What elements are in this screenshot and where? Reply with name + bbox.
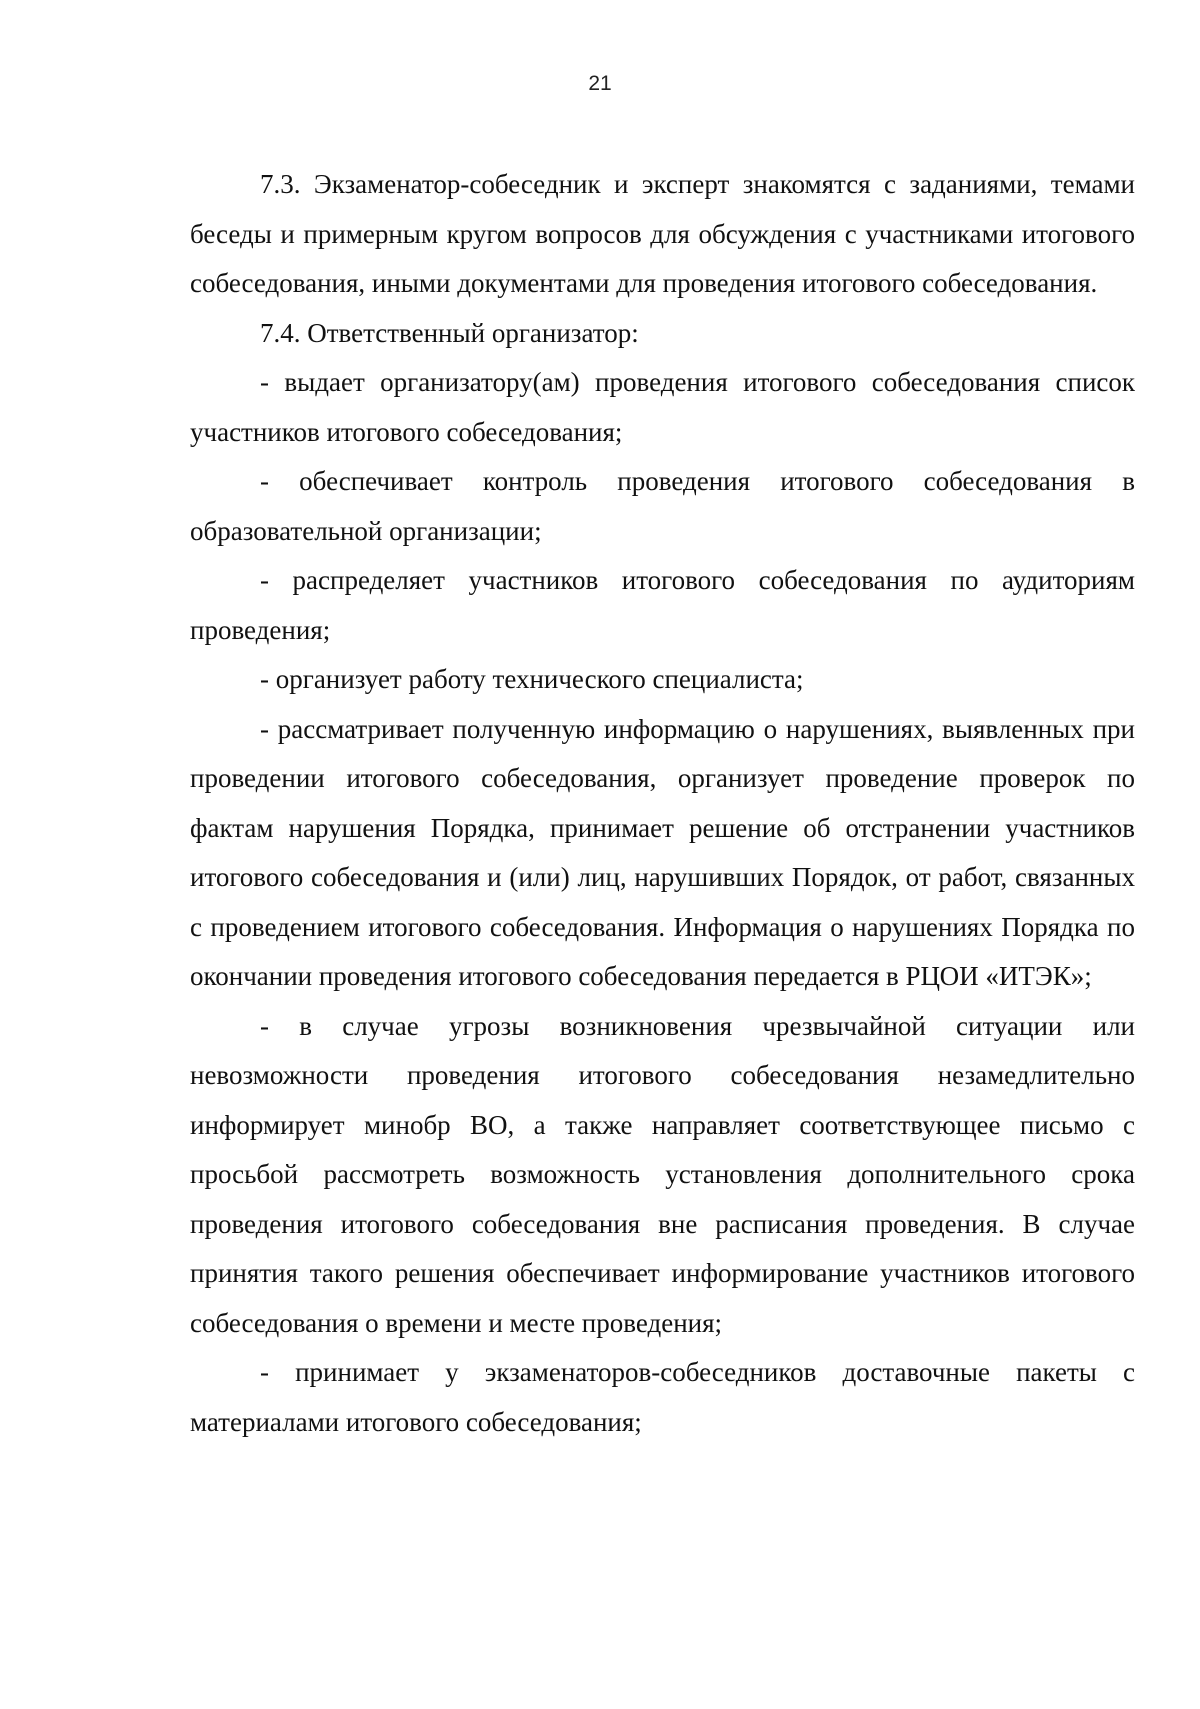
page-number: 21 xyxy=(588,72,612,95)
list-item-receive-packages: - принимает у экзаменаторов-собеседников доставочные пакеты с материалами итогового собеседования; xyxy=(190,1357,1135,1437)
list-item-distribute-participants: - распределяет участников итогового собеседования по аудиториям проведения; xyxy=(190,565,1135,645)
list-item-ensure-control: - обеспечивает контроль проведения итогового собеседования в образовательной организации; xyxy=(190,466,1135,546)
paragraph-7-3: 7.3. Экзаменатор-собеседник и эксперт знакомятся с заданиями, темами беседы и примерным кругом вопросов для обсуждения с участниками итогового собеседования, иными документами для проведения итогового собеседования. xyxy=(190,169,1135,298)
list-item-issue-lists: - выдает организатору(ам) проведения итогового собеседования список участников итогового собеседования; xyxy=(190,367,1135,447)
list-item-emergency-procedure: - в случае угрозы возникновения чрезвычайной ситуации или невозможности проведения итогового собеседования незамедлительно информирует минобр ВО, а также направляет соответствующее письмо с просьбой рассмотреть возможность установления дополнительного срока проведения итогового собеседования вне расписания проведения. В случае принятия такого решения обеспечивает информирование участников итогового собеседования о времени и месте проведения; xyxy=(190,1010,1135,1338)
paragraph-7-4-heading: 7.4. Ответственный организатор: xyxy=(260,317,639,348)
list-item-organize-tech-specialist: - организует работу технического специалиста; xyxy=(260,664,804,694)
document-body xyxy=(190,160,1135,1447)
list-item-review-violations: - рассматривает полученную информацию о нарушениях, выявленных при проведении итогового собеседования, организует проведение проверок по фактам нарушения Порядка, принимает решение об отстранении участников итогового собеседования и (или) лиц, нарушивших Порядок, от работ, связанных с проведением итогового собеседования. Информация о нарушениях Порядка по окончании проведения итогового собеседования передается в РЦОИ «ИТЭК»; xyxy=(190,713,1135,991)
